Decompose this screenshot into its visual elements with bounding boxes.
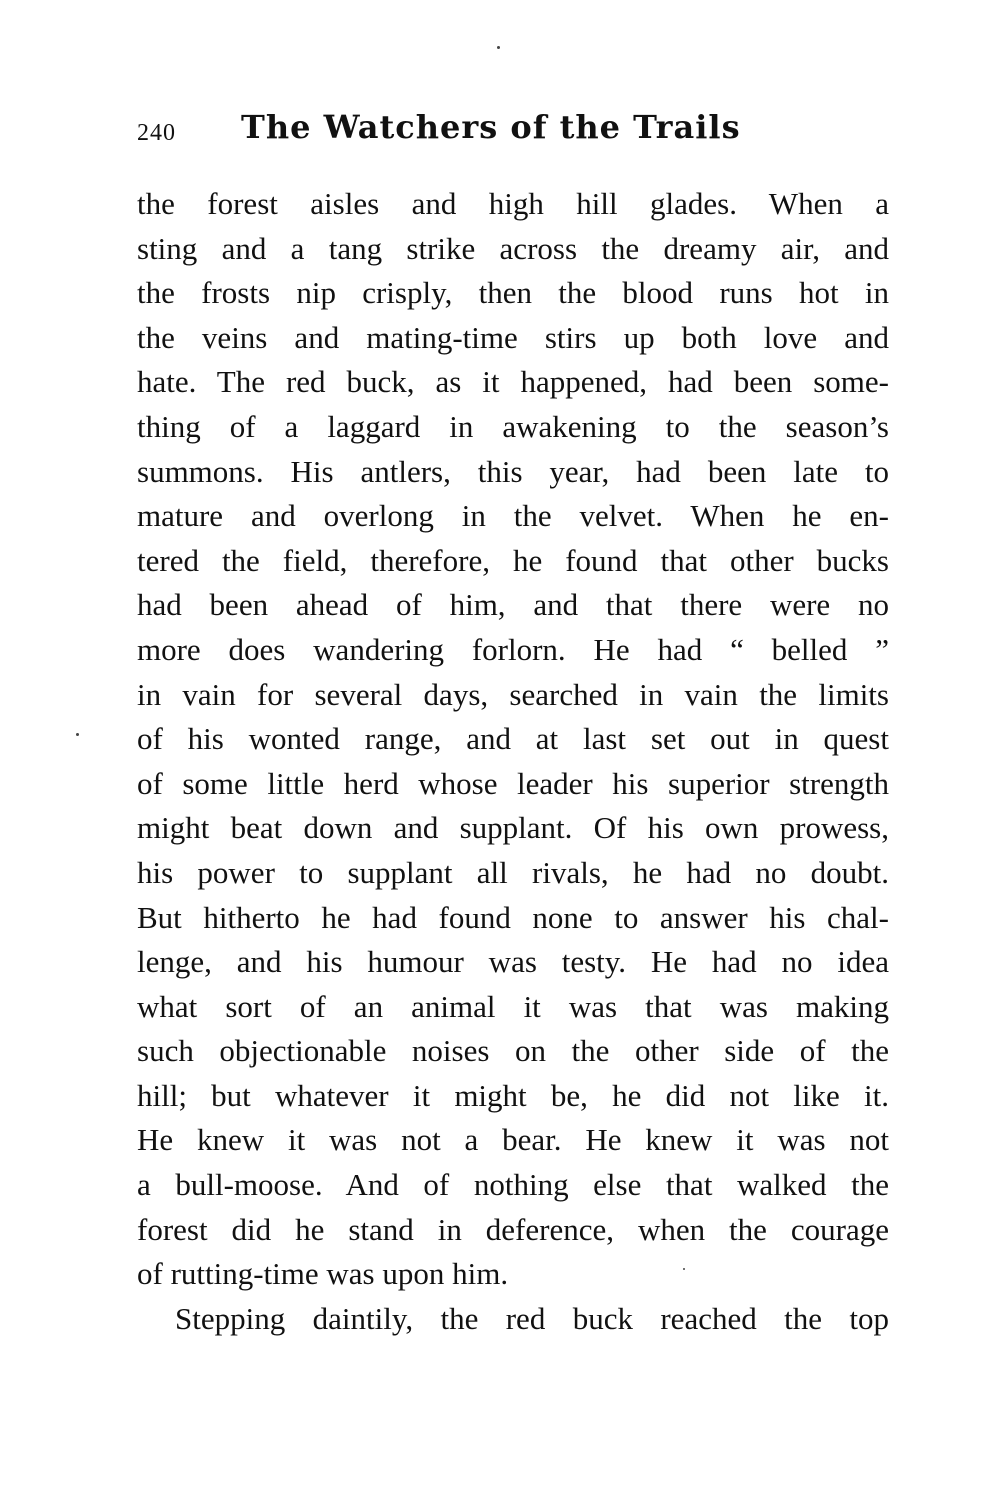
text-line: sting and a tang strike across the dreamy air, and <box>137 230 889 266</box>
running-title: The Watchers of the Trails <box>241 108 741 146</box>
paragraph-start-line: Stepping daintily, the red buck reached the top <box>175 1300 889 1336</box>
text-line: tered the field, therefore, he found that other bucks <box>137 542 889 578</box>
text-line: in vain for several days, searched in vain the limits <box>137 676 889 712</box>
text-line: what sort of an animal it was that was making <box>137 988 889 1024</box>
text-line: thing of a laggard in awakening to the season’s <box>137 408 889 444</box>
text-line: a bull-moose. And of nothing else that walked the <box>137 1167 889 1203</box>
text-line: mature and overlong in the velvet. When he en- <box>137 498 889 534</box>
text-line: had been ahead of him, and that there were no <box>137 587 889 623</box>
text-line: of some little herd whose leader his superior strength <box>137 765 889 801</box>
text-line: hate. The red buck, as it happened, had been some- <box>137 364 889 400</box>
text-line: such objectionable noises on the other side of the <box>137 1033 889 1069</box>
text-line: forest did he stand in deference, when the courage <box>137 1211 889 1247</box>
text-line: hill; but whatever it might be, he did not like it. <box>137 1077 889 1113</box>
text-line: the veins and mating-time stirs up both love and <box>137 319 889 355</box>
body-text <box>137 182 889 1341</box>
text-line: He knew it was not a bear. He knew it was not <box>137 1122 889 1158</box>
text-line: the forest aisles and high hill glades. When a <box>137 186 889 221</box>
page-number: 240 <box>137 120 176 146</box>
print-speck <box>683 1268 685 1270</box>
text-line: more does wandering forlorn. He had “ belled ” <box>137 631 889 667</box>
print-speck <box>76 733 79 736</box>
text-line: summons. His antlers, this year, had been late to <box>137 453 889 489</box>
text-line: the frosts nip crisply, then the blood runs hot in <box>137 275 889 311</box>
page-header <box>137 108 897 158</box>
paragraph-end-line: of rutting-time was upon him. <box>137 1256 509 1292</box>
text-line: might beat down and supplant. Of his own prowess, <box>137 810 889 846</box>
print-speck <box>497 46 500 49</box>
text-line: of his wonted range, and at last set out in quest <box>137 721 889 757</box>
text-line: But hitherto he had found none to answer his chal- <box>137 899 889 935</box>
text-line: lenge, and his humour was testy. He had no idea <box>137 944 889 980</box>
text-line: his power to supplant all rivals, he had no doubt. <box>137 854 889 890</box>
